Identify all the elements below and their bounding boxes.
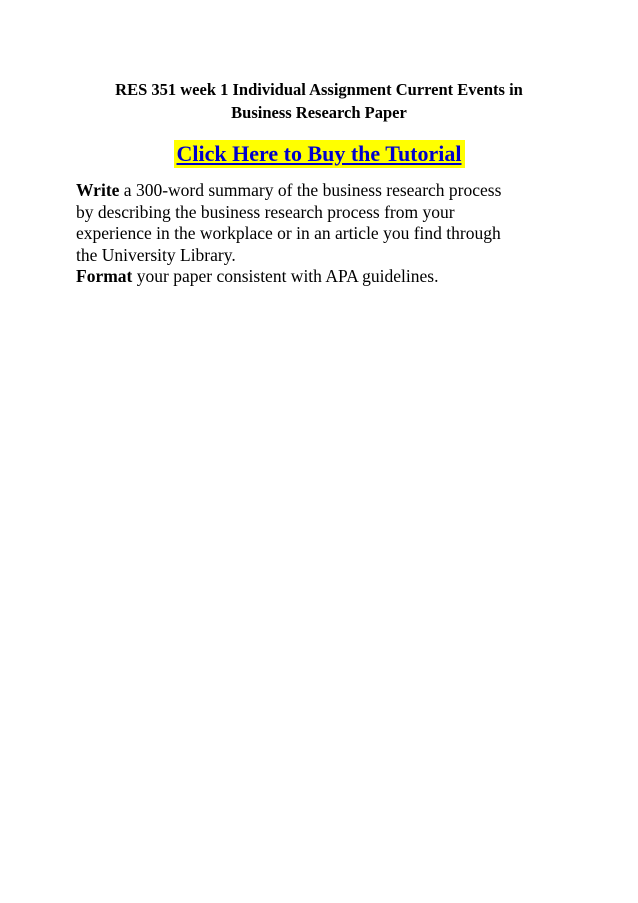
write-line-1: a 300-word summary of the business research process (119, 180, 502, 200)
buy-tutorial-link[interactable]: Click Here to Buy the Tutorial (174, 140, 465, 168)
document-title (60, 78, 578, 124)
format-keyword: Format (76, 266, 133, 286)
write-keyword: Write (76, 180, 120, 200)
write-line-2: by describing the business research process from your (76, 201, 455, 222)
write-instruction (76, 180, 576, 266)
cta-container (0, 140, 638, 168)
write-line-4: the University Library. (76, 244, 236, 265)
title-line-2: Business Research Paper (231, 103, 407, 122)
assignment-instructions (76, 180, 576, 288)
format-text: your paper consistent with APA guidelines. (132, 266, 439, 286)
title-line-1: RES 351 week 1 Individual Assignment Current Events in (115, 80, 523, 99)
write-line-3: experience in the workplace or in an article you find through (76, 223, 501, 243)
format-instruction (76, 266, 576, 288)
